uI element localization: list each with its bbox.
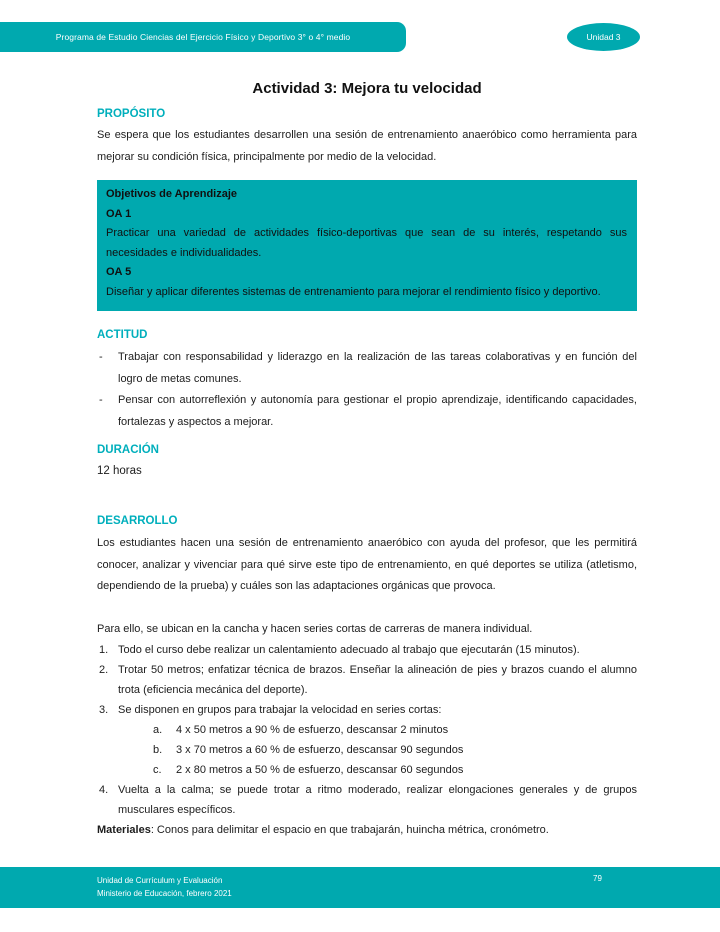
serie-letter: b. (153, 744, 163, 756)
serie-letter: c. (153, 764, 162, 776)
serie-letter: a. (153, 724, 163, 736)
materials-text: : Conos para delimitar el espacio en que trabajarán, huincha métrica, cronómetro. (150, 824, 549, 836)
actitud-item-2: Pensar con autorreflexión y autonomía para gestionar el propio aprendizaje, identificando capacidades, fortalezas y aspectos a mejorar. (118, 394, 637, 428)
learning-objectives-box (97, 180, 637, 311)
step-2 (97, 660, 637, 700)
serie-text: 3 x 70 metros a 60 % de esfuerzo, descansar 90 segundos (176, 744, 464, 756)
header-program-label: Programa de Estudio Ciencias del Ejercicio Físico y Deportivo 3° o 4° medio (55, 32, 351, 42)
step-number: 3. (99, 704, 109, 716)
step-text: Se disponen en grupos para trabajar la velocidad en series cortas: (118, 704, 442, 716)
duracion-heading: DURACIÓN (97, 444, 159, 456)
step-text: Todo el curso debe realizar un calentamiento adecuado al trabajo que ejecutarán (15 minutos). (118, 644, 580, 656)
desarrollo-heading: DESARROLLO (97, 515, 178, 527)
step-1 (97, 640, 637, 660)
oa1-code: OA 1 (106, 207, 132, 220)
footer-line-2: Ministerio de Educación, febrero 2021 (97, 889, 232, 898)
oa5-text: Diseñar y aplicar diferentes sistemas de entrenamiento para mejorar el rendimiento físico y deportivo. (106, 285, 601, 298)
list-item (97, 347, 637, 390)
activity-title: Actividad 3: Mejora tu velocidad (252, 80, 482, 97)
step-text: Trotar 50 metros; enfatizar técnica de brazos. Enseñar la alineación de pies y brazos cuando el alumno trota (eficiencia mecánica del deporte). (118, 664, 637, 696)
proposito-paragraph: Se espera que los estudiantes desarrollen una sesión de entrenamiento anaeróbico como herramienta para mejorar su condición física, principalmente por medio de la velocidad. (97, 129, 637, 163)
proposito-heading: PROPÓSITO (97, 108, 166, 120)
step-4 (97, 780, 637, 820)
serie-c (153, 760, 637, 780)
actitud-list (97, 347, 637, 433)
serie-text: 2 x 80 metros a 50 % de esfuerzo, descansar 60 segundos (176, 764, 464, 776)
footer-line-1: Unidad de Currículum y Evaluación (97, 876, 223, 885)
page-number: 79 (593, 874, 602, 883)
footer-bar (0, 867, 720, 908)
oa-box-heading: Objetivos de Aprendizaje (106, 188, 238, 200)
step-3 (97, 700, 637, 720)
materials-line (97, 820, 637, 840)
step-number: 1. (99, 644, 109, 656)
list-item (97, 390, 637, 433)
header-program-bar (0, 22, 406, 52)
step-text: Vuelta a la calma; se puede trotar a ritmo moderado, realizar elongaciones generales y de grupos musculares específicos. (118, 784, 637, 816)
dash-bullet: - (99, 394, 103, 406)
actitud-item-1: Trabajar con responsabilidad y liderazgo en la realización de las tareas colaborativas y en función del logro de metas comunes. (118, 351, 637, 385)
footer-credits (97, 874, 232, 900)
serie-text: 4 x 50 metros a 90 % de esfuerzo, descansar 2 minutos (176, 724, 449, 736)
serie-a (153, 720, 637, 740)
duracion-value: 12 horas (97, 465, 142, 477)
materials-label: Materiales (97, 824, 151, 836)
serie-b (153, 740, 637, 760)
dash-bullet: - (99, 351, 103, 363)
unit-badge (567, 23, 640, 51)
unit-badge-label: Unidad 3 (586, 32, 621, 42)
series-sublist (153, 720, 637, 780)
step-number: 4. (99, 784, 109, 796)
oa5-code: OA 5 (106, 266, 132, 278)
oa1-text: Practicar una variedad de actividades físico-deportivas que sean de su interés, respetando sus necesidades e individualidades. (106, 227, 627, 259)
actitud-heading: ACTITUD (97, 329, 148, 341)
content-column (97, 78, 637, 840)
desarrollo-intro-paragraph: Los estudiantes hacen una sesión de entrenamiento anaeróbico con ayuda del profesor, que les permitirá conocer, analizar y vivenciar para qué sirve este tipo de entrenamiento, en qué deportes se utiliza (atletismo, dependiendo de la prueba) y cuáles son las adaptaciones orgánicas que provoca. (97, 537, 637, 592)
step-number: 2. (99, 664, 109, 676)
steps-list (97, 640, 637, 820)
desarrollo-setup-paragraph: Para ello, se ubican en la cancha y hacen series cortas de carreras de manera individual. (97, 622, 533, 635)
